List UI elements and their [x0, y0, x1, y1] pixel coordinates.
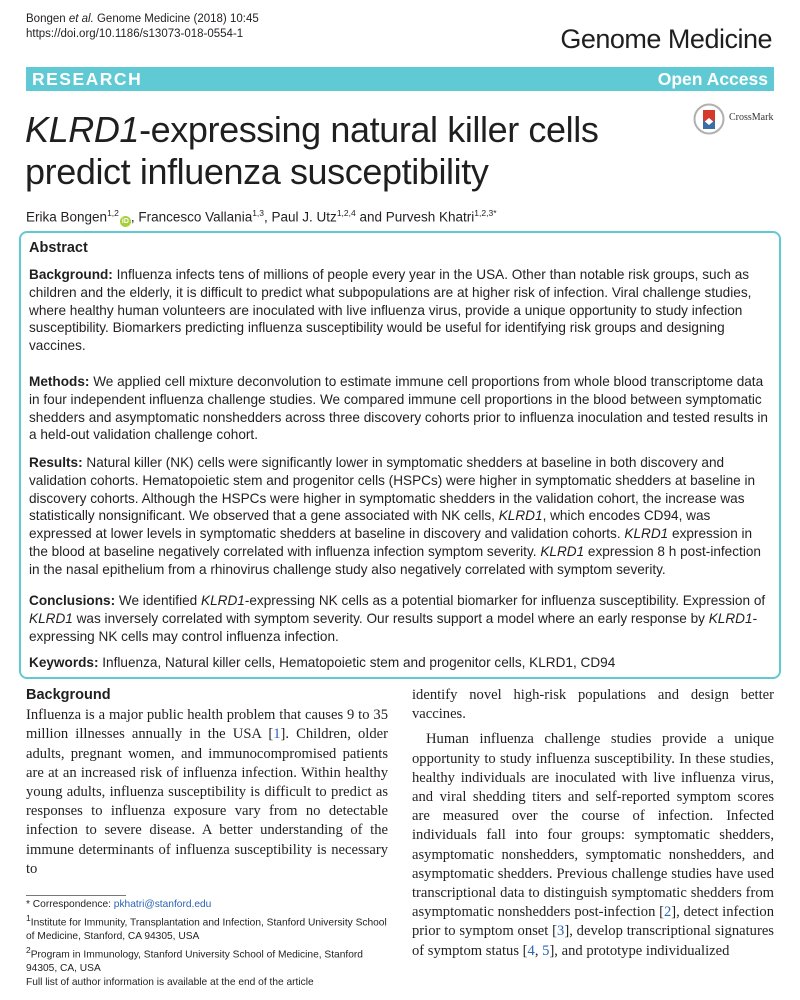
body-paragraph: [412, 730, 774, 960]
abstract-box: [19, 231, 781, 679]
body-paragraph: [26, 706, 388, 879]
author-affiliation: 1,2,3*: [474, 208, 497, 218]
doi-link[interactable]: https://doi.org/10.1186/s13073-018-0554-1: [26, 28, 244, 40]
gene-name: KLRD1: [498, 508, 543, 524]
research-label: RESEARCH: [32, 69, 143, 89]
section-heading-background: Background: [26, 687, 111, 703]
citation: [26, 12, 259, 42]
body-text: identify novel high-risk populations and design better vaccines.: [412, 687, 774, 723]
title-gene: KLRD1: [25, 109, 140, 150]
footnote-divider: [26, 895, 126, 896]
body-paragraph: [412, 686, 774, 724]
gene-name: KLRD1: [624, 526, 669, 542]
crossmark-label: CrossMark: [729, 112, 774, 123]
body-text: ,: [534, 942, 543, 959]
abstract-conclusions-label: Conclusions:: [29, 593, 116, 608]
abstract-results: [29, 454, 771, 579]
open-access-label: Open Access: [657, 69, 768, 89]
abstract-keywords-text: Influenza, Natural killer cells, Hematopoietic stem and progenitor cells, KLRD1, CD94: [98, 655, 616, 670]
body-right-column: [412, 686, 774, 961]
crossmark-badge[interactable]: [693, 103, 793, 137]
citation-volume: (2018) 10:45: [190, 13, 259, 25]
author-name[interactable]: , Francesco Vallania: [130, 209, 253, 225]
author-list: [26, 208, 497, 227]
gene-name: KLRD1: [29, 610, 73, 626]
abstract-conclusions-text: -expressing NK cells may control influenza infection.: [29, 610, 758, 644]
abstract-conclusions-text: -expressing NK cells as a potential biomarker for influenza susceptibility. Expression of: [244, 593, 766, 608]
abstract-conclusions-text: was inversely correlated with symptom severity. Our results support a model where an early response by: [72, 610, 709, 626]
author-name[interactable]: , Paul J. Utz: [264, 209, 337, 225]
abstract-methods-label: Methods:: [29, 374, 90, 389]
affiliation-text: Institute for Immunity, Transplantation and Infection, Stanford University School of Medicine, Stanford, CA 94305, USA: [26, 917, 387, 942]
body-text: ]. Children, older adults, pregnant women, and immunocompromised patients are at an increased risk of influenza infection. Within healthy young adults, influenza susceptibility is difficult to predict as responses to influenza exposure vary from no detectable infection to severe disease. A better understanding of the immune determinants of influenza susceptibility is necessary to: [26, 726, 388, 877]
affiliation-number: 1: [26, 912, 31, 923]
reference-link[interactable]: 2: [664, 904, 672, 921]
citation-journal: Genome Medicine: [93, 13, 191, 25]
abstract-conclusions: [29, 592, 771, 645]
gene-name: KLRD1: [540, 543, 585, 559]
citation-authors: Bongen: [26, 13, 69, 25]
affiliation-number: 2: [26, 944, 31, 955]
correspondence-note: [26, 898, 391, 912]
abstract-methods: [29, 373, 771, 444]
abstract-results-text: expression 8 h post-infection in the nasal epithelium from a rhinovirus challenge study also negatively correlated with symptom severity.: [29, 543, 761, 577]
reference-link[interactable]: 4: [527, 942, 535, 959]
citation-etal: et al.: [68, 13, 94, 25]
author-info-note: Full list of author information is available at the end of the article: [26, 976, 314, 988]
author-affiliation: 1,3: [252, 208, 265, 218]
abstract-results-text: expression in the blood at baseline negatively correlated with influenza infection symptom severity.: [29, 526, 753, 559]
article-type-banner: [26, 67, 774, 91]
abstract-results-label: Results:: [29, 455, 83, 470]
abstract-results-text: Natural killer (NK) cells were significantly lower in symptomatic shedders at baseline in both discovery and validation cohorts. Hematopoietic stem and progenitor cells (HSPCs) were higher in symptomatic shedders at baseline in discovery cohorts. Although the HSPCs were higher in symptomatic shedders in the validation cohort, the increase was statistically nonsignificant. We observed that a gene associated with NK cells,: [29, 455, 756, 524]
reference-link[interactable]: 3: [557, 923, 565, 940]
author-name[interactable]: and Purvesh Khatri: [355, 209, 475, 225]
body-text: Human influenza challenge studies provide a unique opportunity to study influenza susceptibility. In these studies, healthy individuals are inoculated with live influenza virus, and viral shedding titers and self-reported symptom scores are measured over the course of infection. Infected individuals fall into four groups: symptomatic shedders, asymptomatic nonshedders, symptomatic nonshedders, and asymptomatic shedders. Previous challenge studies have used transcriptional data to distinguish symptomatic shedders from asymptomatic nonshedders post-infection [: [412, 731, 774, 921]
crossmark-icon: [693, 103, 725, 135]
citation-line-1: [26, 12, 259, 27]
author-affiliation: 1,2,4: [336, 208, 356, 218]
abstract-methods-text: We applied cell mixture deconvolution to estimate immune cell proportions from whole blood transcriptome data in four independent influenza challenge studies. We compared immune cell proportions in the blood between symptomatic shedders and asymptomatic nonshedders across three discovery cohorts prior to influenza inoculation and tested results in a held-out validation challenge cohort.: [29, 374, 768, 443]
abstract-keywords: [29, 654, 771, 672]
body-text: ], detect infection prior to symptom onset [: [412, 904, 775, 940]
body-text: Influenza is a major public health problem that causes 9 to 35 million illnesses annually in the USA [: [26, 707, 388, 743]
abstract-background-label: Background:: [29, 267, 113, 282]
author-name[interactable]: Erika Bongen: [26, 209, 108, 225]
author-affiliation: 1,2: [107, 208, 119, 218]
reference-link[interactable]: 5: [542, 942, 550, 959]
journal-name: Genome Medicine: [560, 24, 772, 54]
article-title: [25, 109, 685, 193]
affiliation-note: [26, 944, 391, 976]
abstract-background: [29, 266, 771, 355]
body-left-column: [26, 686, 388, 879]
abstract-background-text: Influenza infects tens of millions of people every year in the USA. Other than notable risk groups, such as children and the elderly, it is difficult to predict what subpopulations are at higher risk of infection. Viral challenge studies, where healthy human volunteers are inoculated with live influenza virus, provide a unique opportunity to study infection susceptibility. Biomarkers predicting influenza susceptibility would be useful for identifying risk groups and designing vaccines.: [29, 267, 752, 354]
body-text: ], and prototype individualized: [549, 942, 730, 959]
abstract-conclusions-text: We identified: [115, 593, 201, 608]
orcid-icon[interactable]: iD: [121, 217, 129, 225]
abstract-heading: Abstract: [29, 240, 88, 256]
reference-link[interactable]: 1: [273, 726, 281, 743]
footnotes: [26, 898, 391, 990]
correspondence-email-link[interactable]: pkhatri@stanford.edu: [113, 899, 212, 910]
body-text: ], develop transcriptional signatures of symptom status [: [412, 923, 774, 959]
gene-name: KLRD1: [201, 593, 245, 608]
abstract-keywords-label: Keywords:: [29, 655, 99, 670]
correspondence-label: * Correspondence:: [26, 899, 114, 910]
abstract-results-text: , which encodes CD94, was expressed at lower levels in symptomatic shedders at baseline in discovery and validation cohorts.: [29, 508, 711, 542]
gene-name: KLRD1: [708, 610, 753, 626]
affiliation-text: Program in Immunology, Stanford University School of Medicine, Stanford 94305, CA, USA: [26, 949, 363, 974]
affiliation-note: [26, 912, 391, 944]
title-rest: -expressing natural killer cells predict influenza susceptibility: [25, 109, 599, 192]
